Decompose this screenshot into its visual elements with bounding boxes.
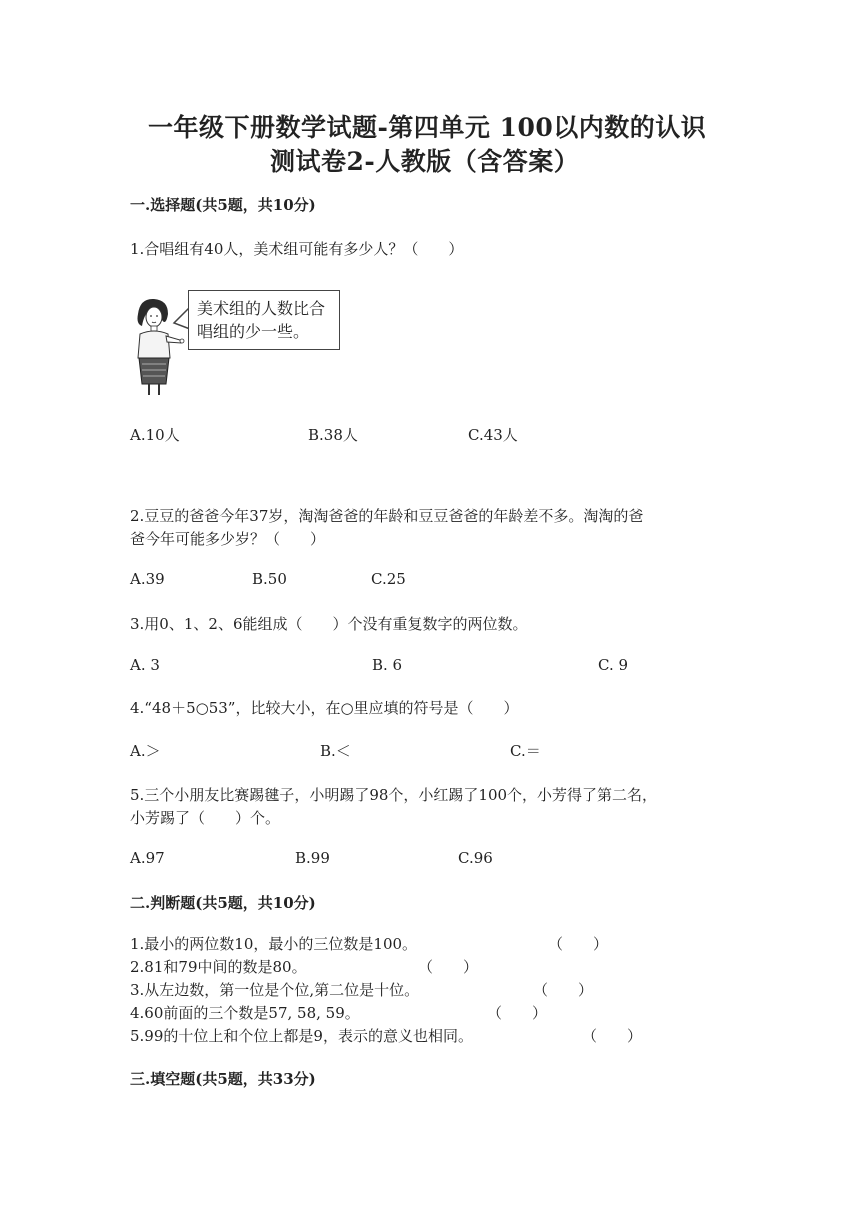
- question-3-option-a: A. 3: [130, 656, 160, 674]
- section-heading-judgement: 二.判断题(共5题，共10分): [130, 894, 316, 912]
- question-3-option-b: B. 6: [372, 656, 403, 674]
- judgement-item-2-text: 2.81和79中间的数是80。: [130, 958, 307, 976]
- question-1-option-a: A.10人: [130, 426, 180, 444]
- question-2-option-a: A.39: [130, 570, 165, 588]
- question-1-text: 1.合唱组有40人，美术组可能有多少人？（ ）: [130, 240, 464, 258]
- speech-bubble: [188, 290, 340, 350]
- question-4-option-c: C.＝: [510, 742, 541, 760]
- question-3-text: 3.用0、1、2、6能组成（ ）个没有重复数字的两位数。: [130, 615, 528, 633]
- question-5-option-b: B.99: [295, 849, 330, 867]
- question-2-option-b: B.50: [252, 570, 287, 588]
- question-4-text: 4.“48＋5○53”，比较大小，在○里应填的符号是（ ）: [130, 699, 519, 717]
- judgement-item-1-text: 1.最小的两位数10，最小的三位数是100。: [130, 935, 418, 953]
- judgement-item-3-text: 3.从左边数，第一位是个位,第二位是十位。: [130, 981, 420, 999]
- question-5-option-c: C.96: [458, 849, 493, 867]
- question-5-text-line-2: 小芳踢了（ ）个。: [130, 809, 281, 827]
- question-5-text-line-1: 5.三个小朋友比赛踢毽子，小明踢了98个，小红踢了100个，小芳得了第二名，: [130, 786, 658, 804]
- section-heading-fill-in: 三.填空题(共5题，共33分): [130, 1070, 316, 1088]
- judgement-item-4-blank: （ ）: [487, 1004, 548, 1022]
- question-2-text-line-1: 2.豆豆的爸爸今年37岁，淘淘爸爸的年龄和豆豆爸爸的年龄差不多。淘淘的爸: [130, 507, 644, 525]
- judgement-item-1-blank: （ ）: [548, 935, 609, 953]
- question-2-option-c: C.25: [371, 570, 406, 588]
- question-4-option-a: A.＞: [130, 742, 161, 760]
- question-5-option-a: A.97: [130, 849, 165, 867]
- judgement-item-4-text: 4.60前面的三个数是57, 58, 59。: [130, 1004, 360, 1022]
- judgement-item-5-text: 5.99的十位上和个位上都是9，表示的意义也相同。: [130, 1027, 473, 1045]
- question-2-text-line-2: 爸今年可能多少岁？（ ）: [130, 530, 326, 548]
- question-3-option-c: C. 9: [598, 656, 629, 674]
- section-heading-choice: 一.选择题(共5题，共10分): [130, 196, 316, 214]
- judgement-item-3-blank: （ ）: [533, 981, 594, 999]
- question-1-option-c: C.43人: [468, 426, 518, 444]
- page-title-line-2: 测试卷2-人教版（含答案）: [270, 147, 580, 176]
- question-1-option-b: B.38人: [308, 426, 358, 444]
- judgement-item-2-blank: （ ）: [418, 958, 479, 976]
- judgement-item-5-blank: （ ）: [582, 1027, 643, 1045]
- speech-bubble-line-1: 美术组的人数比合: [197, 299, 326, 318]
- speech-bubble-line-2: 唱组的少一些。: [197, 322, 310, 341]
- page-title-line-1: 一年级下册数学试题-第四单元 100以内数的认识: [148, 113, 707, 142]
- question-4-option-b: B.＜: [320, 742, 351, 760]
